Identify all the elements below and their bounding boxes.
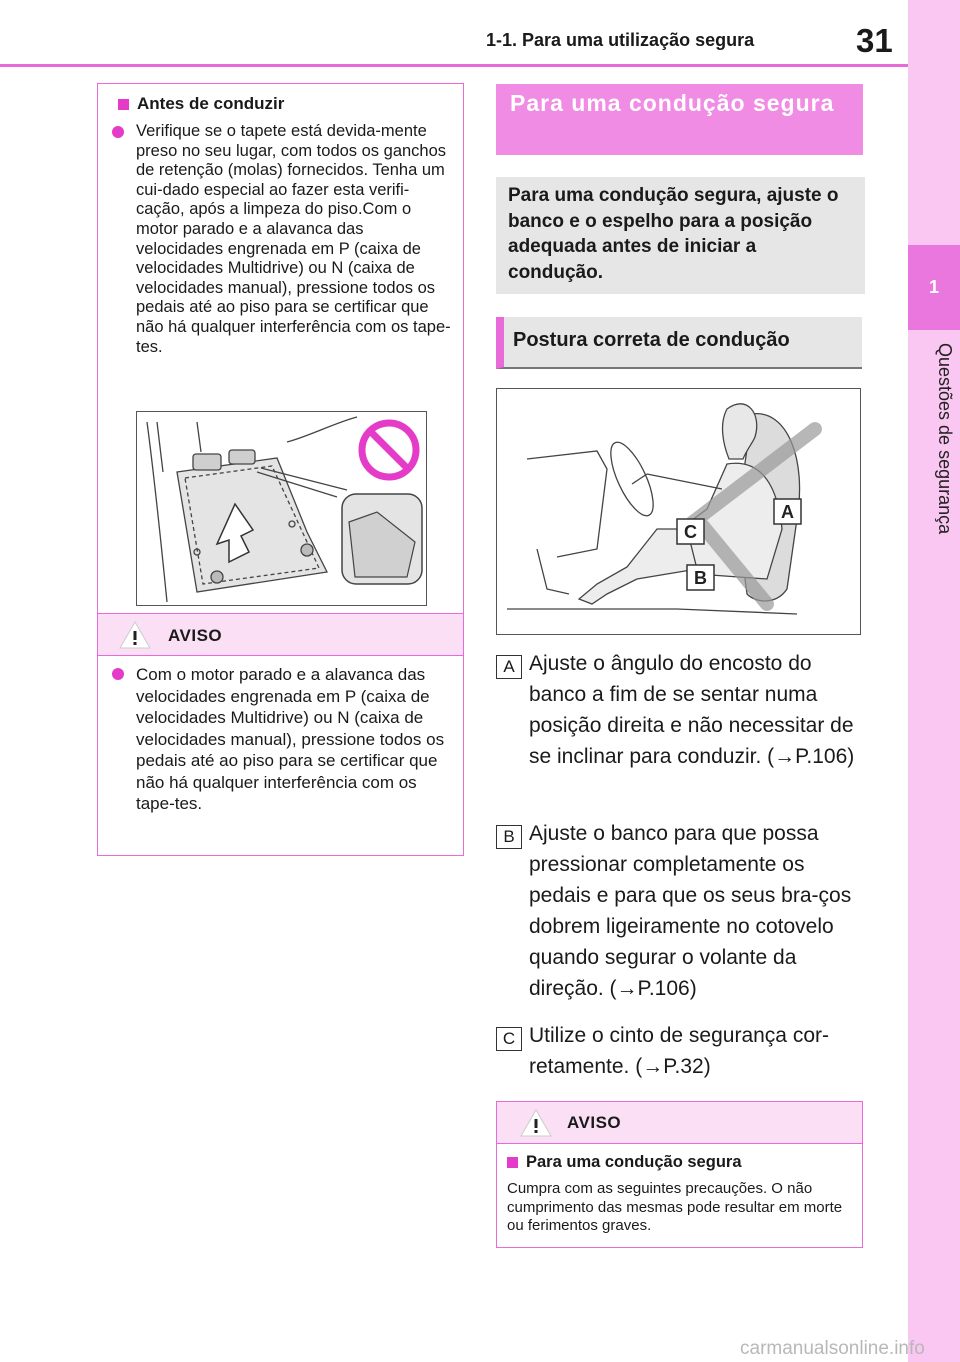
right-aviso-box <box>496 1101 863 1248</box>
side-bar <box>908 0 960 1362</box>
legend-text: Ajuste o ângulo do encosto do banco a fim de se sentar numa posição direita e não necessitar de se inclinar para conduzir. (→P.106) <box>529 652 855 768</box>
heading-text: Antes de conduzir <box>137 94 285 113</box>
aviso-bullet-text: Com o motor parado e a alavanca das velocidades engrenada em P (caixa de velocidades Multidrive) ou N (caixa de velocidades manual), pressione todos os pedais até ao piso para se certificar que não há qualquer interferência com os tape-tes. <box>136 665 445 813</box>
floor-mat-illustration <box>137 412 427 606</box>
aviso-heading-text: Para uma condução segura <box>526 1153 742 1171</box>
legend-item-b <box>496 818 866 1004</box>
square-bullet-icon <box>507 1157 518 1168</box>
warning-icon <box>519 1108 553 1138</box>
figure-label-a: A <box>781 502 794 522</box>
chapter-tab[interactable] <box>908 245 960 330</box>
header-divider <box>0 64 908 67</box>
aviso-body: Cumpra com as seguintes precauções. O não cumprimento das mesmas pode resultar em morte ou ferimentos graves. <box>507 1180 843 1234</box>
main-heading: Para uma condução segura <box>496 84 863 155</box>
legend-item-a <box>496 648 866 772</box>
before-driving-box <box>97 83 464 856</box>
aviso-bullet <box>112 664 452 815</box>
aviso-label: AVISO <box>567 1113 622 1132</box>
bullet-text: Verifique se o tapete está devida-mente preso no seu lugar, com todos os ganchos de retenção (molas) fornecidos. Tenha um cui-dado especial ao fazer esta verifi-cação, após a limpeza do piso.Com o motor parado e a alavanca das velocidades engrenada em P (caixa de velocidades Multidrive) ou N (caixa de velocidades manual), pressione todos os pedais até ao piso para se certificar que não há qualquer interferência com os tape-tes. <box>136 122 451 356</box>
floor-mat-figure <box>136 411 427 606</box>
right-aviso-band <box>497 1102 862 1144</box>
left-aviso-band <box>98 613 463 656</box>
floor-mat-bullet <box>112 122 452 357</box>
figure-label-b: B <box>694 568 707 588</box>
legend-key: A <box>496 655 522 679</box>
legend-key: B <box>496 825 522 849</box>
intro-box: Para uma condução segura, ajuste o banco e o espelho para a posição adequada antes de iniciar a condução. <box>496 177 865 294</box>
figure-label-c: C <box>684 522 697 542</box>
legend-item-c <box>496 1020 866 1082</box>
aviso-label: AVISO <box>168 626 223 645</box>
driving-posture-illustration <box>497 389 861 635</box>
legend-text: Ajuste o banco para que possa pressionar completamente os pedais e para que os seus bra-ços dobrem ligeiramente no cotovelo quando segurar o volante da direção. (→P.106) <box>529 822 852 1000</box>
circle-bullet-icon <box>112 126 124 138</box>
sub-heading: Postura correta de condução <box>496 317 862 369</box>
watermark: carmanualsonline.info <box>740 1338 925 1359</box>
square-bullet-icon <box>118 99 129 110</box>
warning-icon <box>118 620 152 650</box>
chapter-number: 1 <box>928 277 939 297</box>
legend-text: Utilize o cinto de segurança cor-retamente. (→P.32) <box>529 1024 829 1078</box>
legend-key: C <box>496 1027 522 1051</box>
aviso-heading <box>507 1153 742 1172</box>
circle-bullet-icon <box>112 668 124 680</box>
before-driving-heading <box>118 94 284 114</box>
chapter-label: Questões de segurança <box>935 343 955 535</box>
page-number: 31 <box>856 22 893 59</box>
section-title: 1-1. Para uma utilização segura <box>486 30 755 50</box>
driving-posture-figure <box>496 388 861 635</box>
